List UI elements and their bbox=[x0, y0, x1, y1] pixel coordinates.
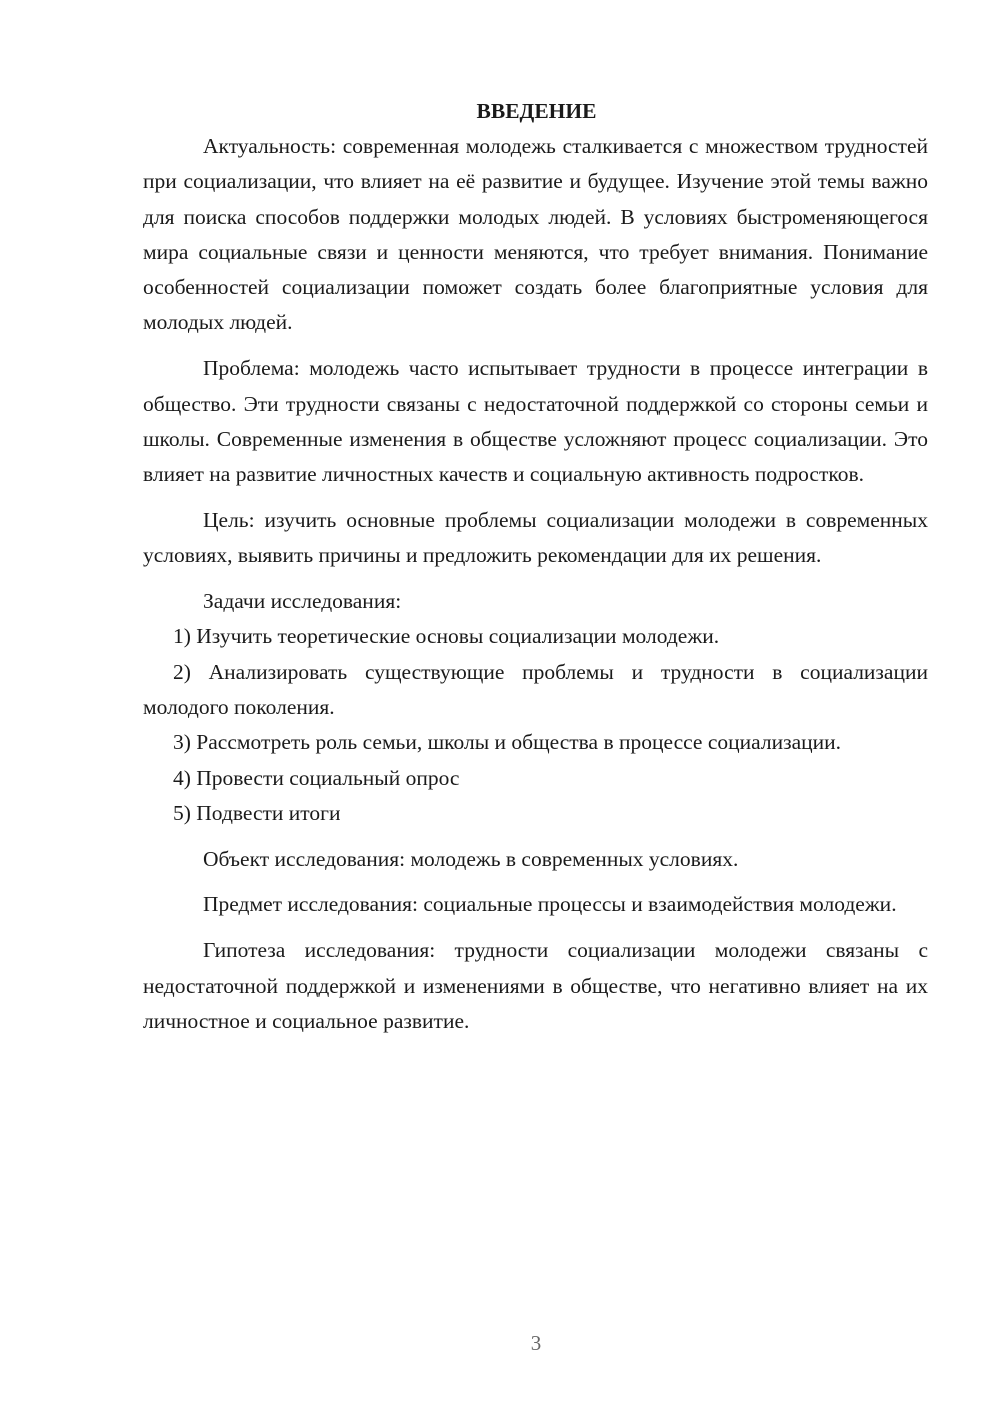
document-page bbox=[143, 94, 928, 1039]
task-item-5: 5) Подвести итоги bbox=[173, 800, 341, 825]
task-item-1: 1) Изучить теоретические основы социализации молодежи. bbox=[173, 624, 720, 649]
relevance-paragraph: Актуальность: современная молодежь сталкивается с множеством трудностей при социализации, что влияет на её развитие и будущее. Изучение этой темы важно для поиска способов поддержки молодых людей. В условиях быстроменяющегося мира социальные связи и ценности меняются, что требует внимания. Понимание особенностей социализации поможет создать более благоприятные условия для молодых людей. bbox=[143, 134, 928, 335]
task-item-4: 4) Провести социальный опрос bbox=[173, 765, 460, 790]
hypothesis-paragraph: Гипотеза исследования: трудности социализации молодежи связаны с недостаточной поддержкой и изменениями в обществе, что негативно влияет на их личностное и социальное развитие. bbox=[143, 938, 928, 1033]
problem-paragraph: Проблема: молодежь часто испытывает трудности в процессе интеграции в общество. Эти трудности связаны с недостаточной поддержкой со стороны семьи и школы. Современные изменения в обществе усложняют процесс социализации. Это влияет на развитие личностных качеств и социальную активность подростков. bbox=[143, 356, 928, 487]
page-title: ВВЕДЕНИЕ bbox=[476, 99, 597, 123]
subject-paragraph: Предмет исследования: социальные процессы и взаимодействия молодежи. bbox=[203, 892, 897, 917]
task-item-3: 3) Рассмотреть роль семьи, школы и общества в процессе социализации. bbox=[173, 730, 842, 755]
goal-paragraph: Цель: изучить основные проблемы социализации молодежи в современных условиях, выявить причины и предложить рекомендации для их решения. bbox=[143, 507, 928, 568]
page-number: 3 bbox=[530, 1331, 542, 1355]
task-item-2: 2) Анализировать существующие проблемы и трудности в социализации молодого поколения. bbox=[143, 659, 928, 719]
tasks-heading: Задачи исследования: bbox=[203, 589, 402, 614]
object-paragraph: Объект исследования: молодежь в современных условиях. bbox=[203, 846, 739, 871]
